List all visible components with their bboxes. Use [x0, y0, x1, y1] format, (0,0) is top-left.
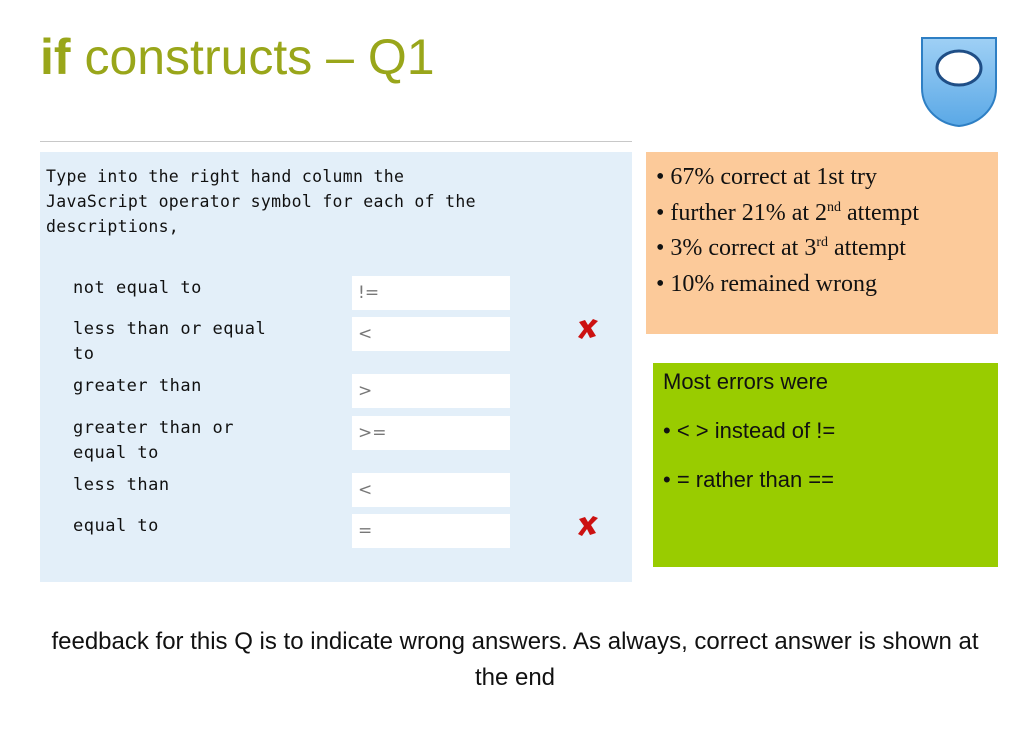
logo-shield-icon: [920, 36, 998, 128]
results-stats-box: [646, 152, 998, 334]
question-label: not equal to: [73, 278, 202, 298]
error-item: • < > instead of !=: [663, 418, 836, 443]
stat-line: • 3% correct at 3rd attempt: [656, 235, 906, 261]
answer-input[interactable]: [352, 473, 510, 507]
quiz-panel: [40, 152, 632, 582]
common-errors-box: [653, 363, 998, 567]
answer-input[interactable]: [352, 374, 510, 408]
stat-line: • 10% remained wrong: [656, 270, 878, 297]
error-item: • = rather than ==: [663, 467, 834, 492]
wrong-answer-cross-icon: [576, 317, 600, 341]
slide-title: [40, 29, 435, 85]
quiz-prompt: Type into the right hand column the JavaScript operator symbol for each of the descriptions,: [46, 167, 476, 236]
answer-input[interactable]: [352, 276, 510, 310]
answer-input[interactable]: [352, 514, 510, 548]
answer-input[interactable]: [352, 416, 510, 450]
wrong-answer-cross-icon: [576, 514, 600, 538]
title-keyword: if: [40, 29, 71, 85]
title-divider: [40, 141, 632, 142]
answer-input[interactable]: [352, 317, 510, 351]
stat-line: • further 21% at 2nd attempt: [656, 199, 919, 226]
question-label: greater than: [73, 376, 202, 396]
question-label: less than or equal to: [73, 319, 267, 364]
question-label: less than: [73, 475, 170, 495]
title-text: constructs – Q1: [70, 29, 435, 85]
question-label: equal to: [73, 516, 159, 536]
footer-note: feedback for this Q is to indicate wrong answers. As always, correct answer is shown at the end: [51, 628, 979, 691]
question-label: greater than or equal to: [73, 418, 235, 463]
stat-line: • 67% correct at 1st try: [656, 164, 877, 190]
errors-heading: Most errors were: [663, 369, 829, 394]
